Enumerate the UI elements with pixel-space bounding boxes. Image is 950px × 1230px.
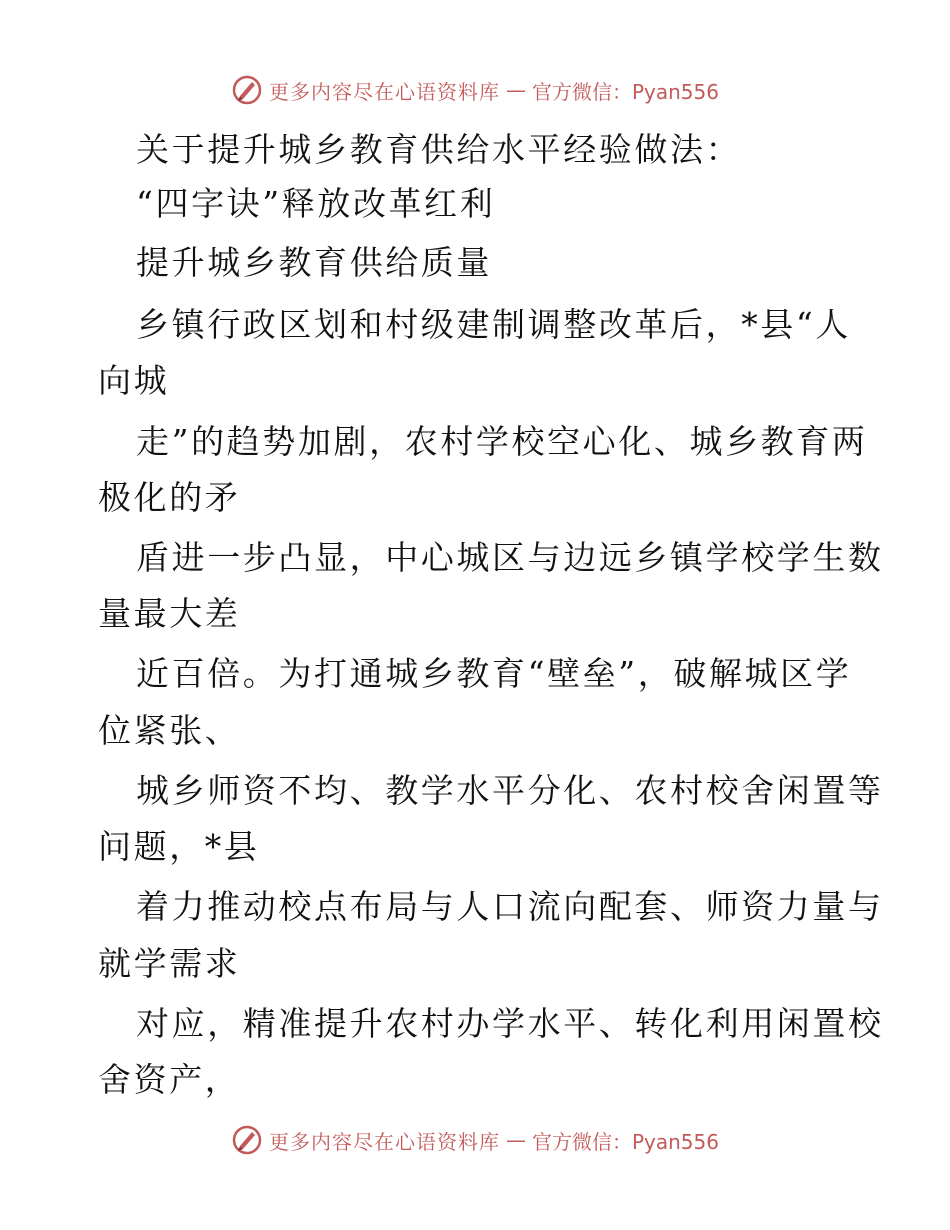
paragraph-line: 乡镇行政区划和村级建制调整改革后，*县“人 [136, 305, 851, 344]
paragraph-line: 城乡师资不均、教学水平分化、农村校舍闲置等 [136, 771, 884, 810]
watermark-wechat: 官方微信：Pyan556 [531, 79, 719, 104]
header-watermark [0, 70, 950, 110]
paragraph-line: 盾进一步凸显，中心城区与边远乡镇学校学生数 [136, 538, 884, 577]
pen-logo-icon [231, 1124, 263, 1156]
doc-subtitle: 提升城乡教育供给质量 [136, 243, 492, 282]
pen-logo-icon [231, 74, 263, 106]
paragraph-line: 问题，*县 [98, 827, 260, 866]
doc-subtitle: “四字诀”释放改革红利 [136, 184, 496, 223]
paragraph-line: 就学需求 [98, 944, 241, 983]
watermark-text: 更多内容尽在心语资料库 [268, 1129, 500, 1154]
footer-watermark [0, 1120, 950, 1160]
watermark-text: 更多内容尽在心语资料库 [268, 79, 500, 104]
paragraph-line: 位紧张、 [98, 711, 241, 750]
watermark-wechat: 官方微信：Pyan556 [531, 1129, 719, 1154]
paragraph-line: 舍资产， [98, 1060, 241, 1099]
paragraph-line: 极化的矛 [98, 478, 241, 517]
watermark-dash: — [505, 1128, 526, 1152]
doc-title: 关于提升城乡教育供给水平经验做法： [136, 130, 742, 169]
paragraph-line: 向城 [98, 361, 170, 400]
paragraph-line: 量最大差 [98, 594, 241, 633]
paragraph-line: 走”的趋势加剧，农村学校空心化、城乡教育两 [136, 422, 868, 461]
paragraph-line: 近百倍。为打通城乡教育“壁垒”，破解城区学 [136, 654, 852, 693]
paragraph-line: 对应，精准提升农村办学水平、转化利用闲置校 [136, 1004, 884, 1043]
watermark-dash: — [505, 78, 526, 102]
paragraph-line: 着力推动校点布局与人口流向配套、师资力量与 [136, 887, 884, 926]
